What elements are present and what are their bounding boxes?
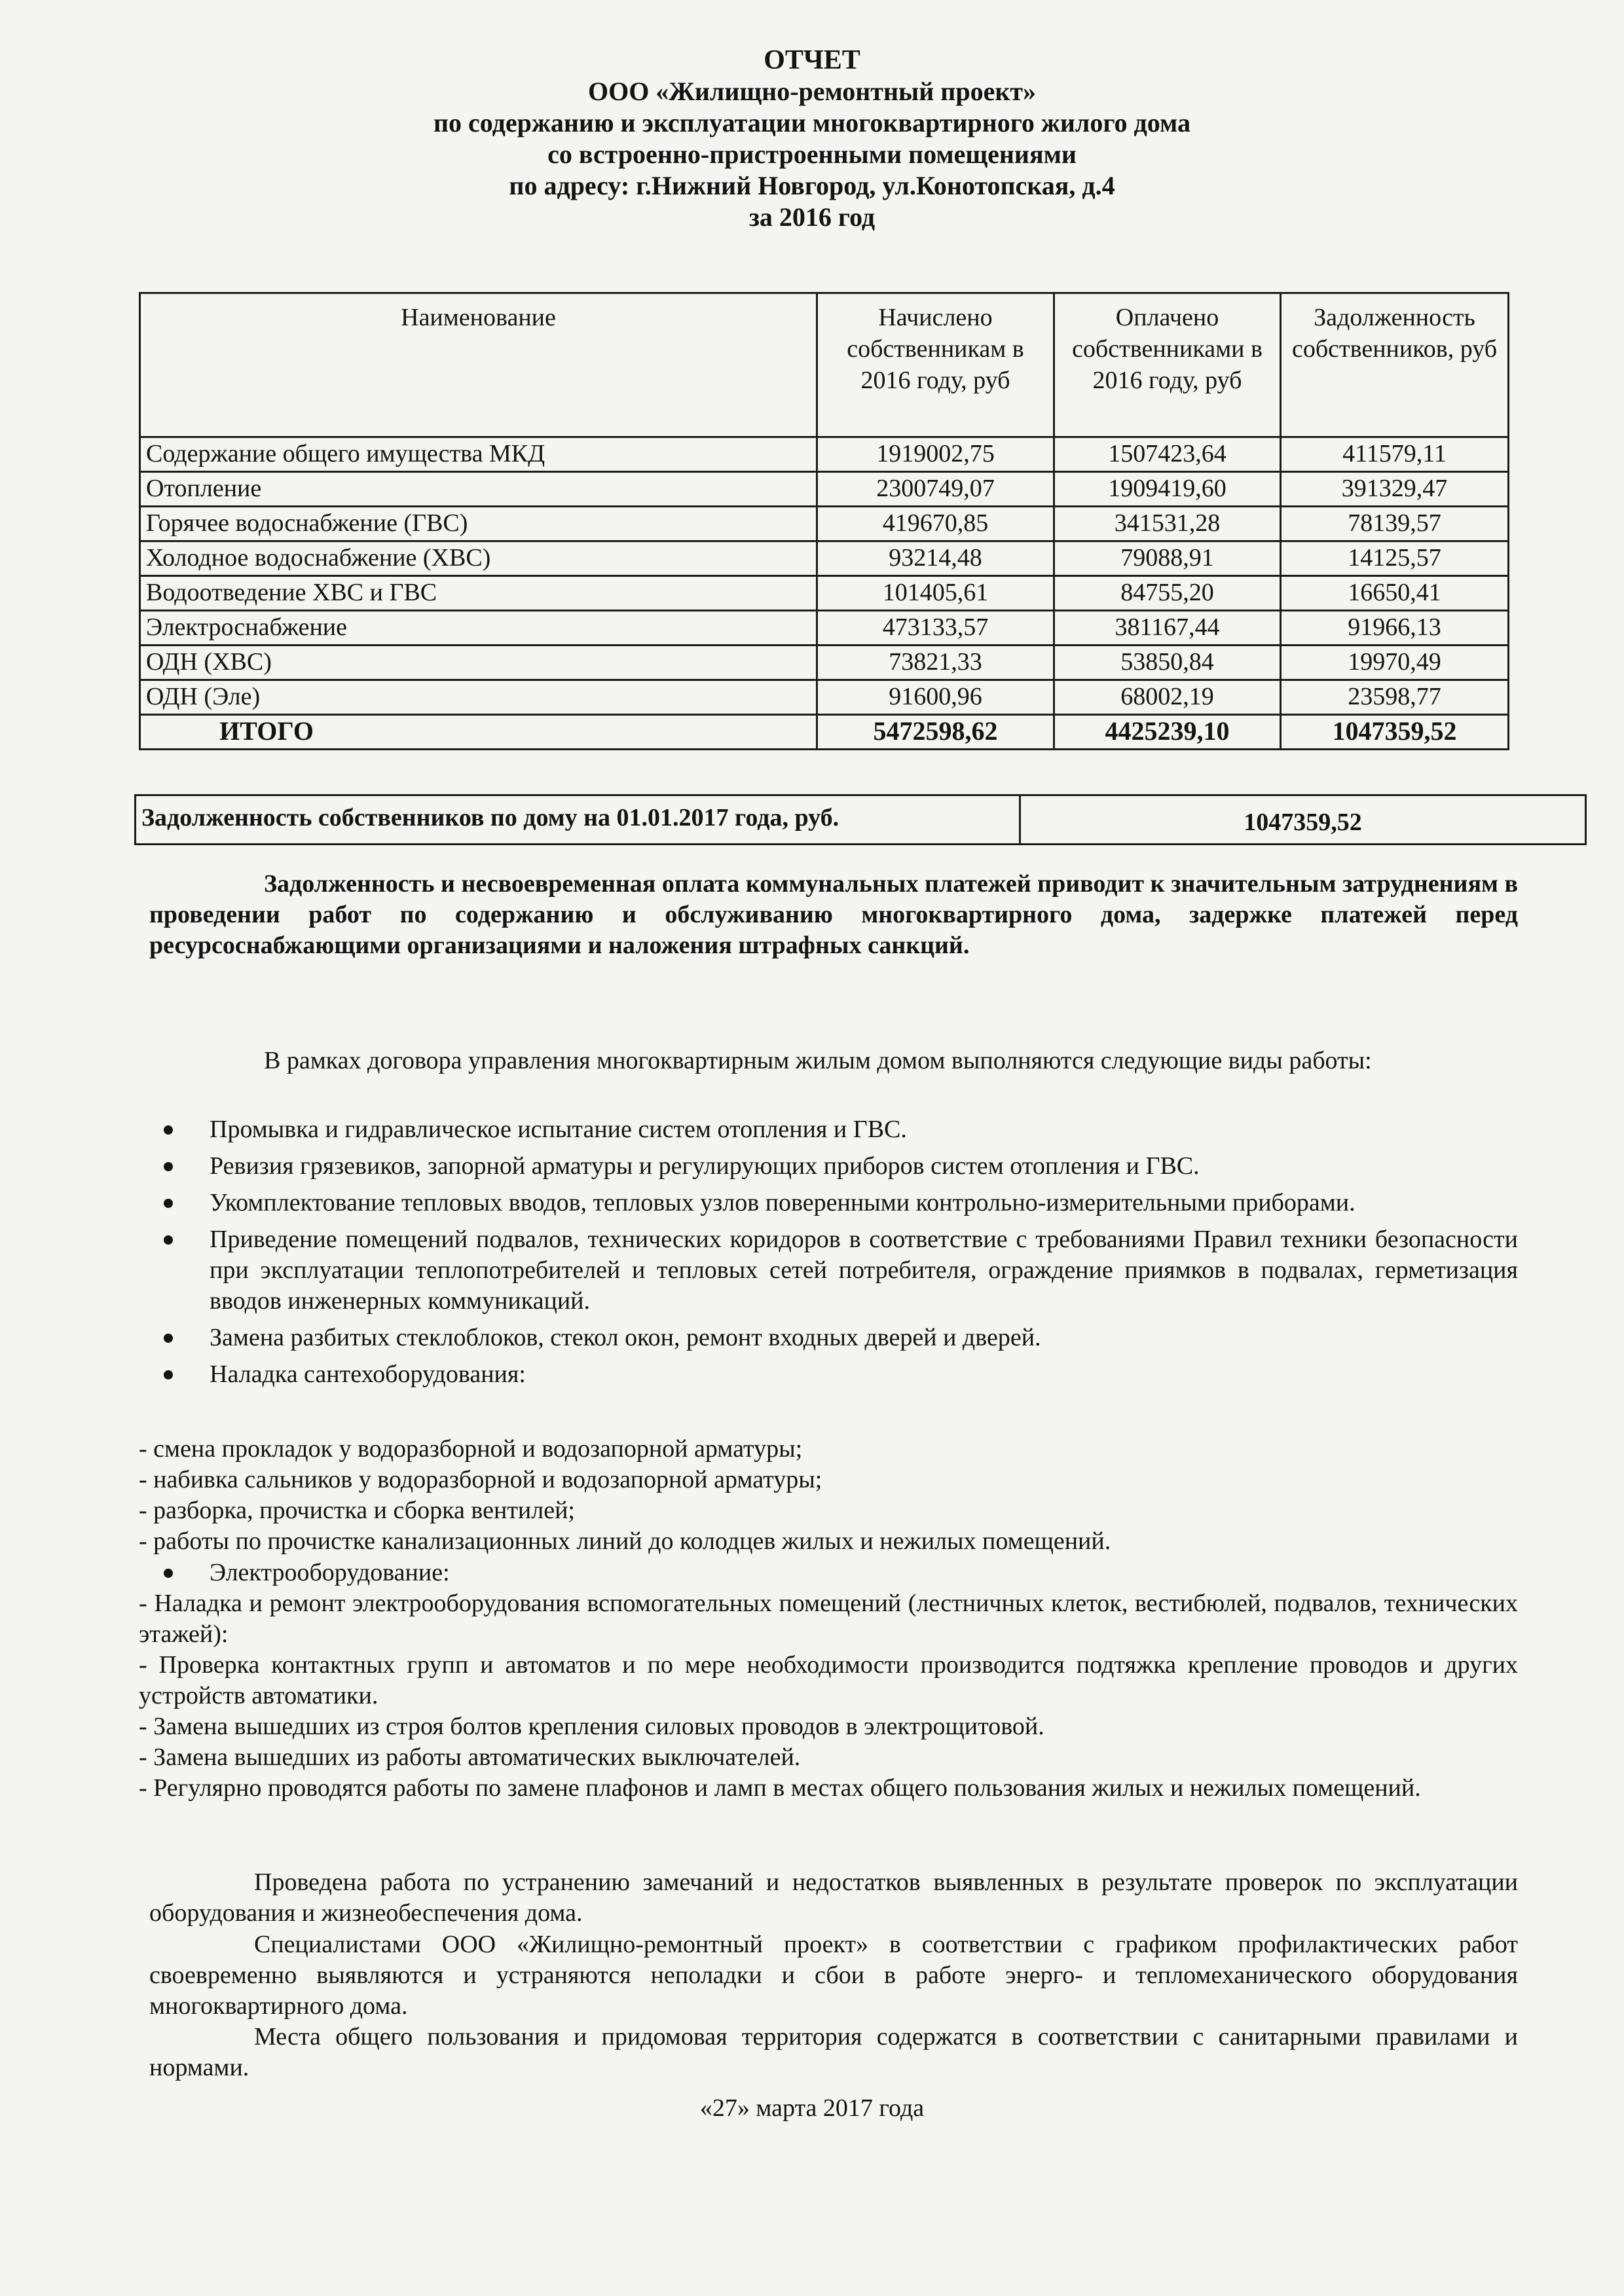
report-title: ОТЧЕТ [764,45,860,75]
row-debt: 391329,47 [1281,472,1509,507]
list-item: - Регулярно проводятся работы по замене плафонов и ламп в местах общего пользования жилых и нежилых помещений. [139,1774,1421,1802]
bullet-icon [164,1199,173,1208]
table-total-row [140,715,1509,750]
row-paid: 84755,20 [1054,576,1281,611]
list-item: - Проверка контактных групп и автоматов и по мере необходимости производится подтяжка крепление проводов и других устройств автоматики. [139,1651,1518,1709]
list-item: - Замена вышедших из работы автоматических выключателей. [139,1743,801,1771]
works-intro: В рамках договора управления многоквартирным жилым домом выполняются следующие виды работы: [264,1047,1372,1074]
table-row [140,680,1509,715]
report-header [0,45,1624,233]
row-name: Электроснабжение [140,611,817,646]
row-charged: 1919002,75 [817,437,1054,472]
list-item: - набивка сальников у водоразборной и водозапорной арматуры; [139,1466,822,1493]
row-charged: 91600,96 [817,680,1054,715]
list-item: - Наладка и ремонт электрооборудования вспомогательных помещений (лестничных клеток, вестибюлей, подвалов, технических этажей): [139,1590,1518,1648]
row-paid: 1909419,60 [1054,472,1281,507]
list-item: - работы по прочистке канализационных линий до колодцев жилых и нежилых помещений. [139,1527,1111,1555]
row-charged: 93214,48 [817,541,1054,576]
row-debt: 14125,57 [1281,541,1509,576]
electro-list [139,1588,1518,1804]
row-paid: 1507423,64 [1054,437,1281,472]
table-header-row [140,293,1509,437]
organization-name: ООО «Жилищно-ремонтный проект» [587,77,1037,106]
bullet-icon [164,1162,173,1171]
row-charged: 73821,33 [817,646,1054,680]
bullet-icon [164,1334,173,1343]
debt-summary-box [134,794,1587,845]
table-row [140,611,1509,646]
list-item: - смена прокладок у водоразборной и водозапорной арматуры; [139,1435,803,1463]
row-paid: 381167,44 [1054,611,1281,646]
table-row [140,646,1509,680]
row-name: Отопление [140,472,817,507]
report-period: за 2016 год [748,202,876,232]
table-row [140,541,1509,576]
row-debt: 19970,49 [1281,646,1509,680]
row-charged: 2300749,07 [817,472,1054,507]
row-debt: 411579,11 [1281,437,1509,472]
bullet-icon [164,1125,173,1135]
row-name: Холодное водоснабжение (ХВС) [140,541,817,576]
row-paid: 68002,19 [1054,680,1281,715]
debt-warning-paragraph: Задолженность и несвоевременная оплата коммунальных платежей приводит к значительным затруднениям в проведении работ по содержанию и обслуживанию многоквартирного дома, задержке платежей перед ресурсоснабжающими организациями и наложения штрафных санкций. [149,870,1518,959]
list-item [149,1359,1518,1390]
row-debt: 16650,41 [1281,576,1509,611]
row-debt: 23598,77 [1281,680,1509,715]
list-item [149,1151,1518,1182]
list-item [149,1224,1518,1317]
table-row [140,576,1509,611]
list-item [149,1322,1518,1353]
list-item-text: Замена разбитых стеклоблоков, стекол окон, ремонт входных дверей и дверей. [210,1324,1041,1351]
row-debt: 78139,57 [1281,507,1509,541]
list-item: - разборка, прочистка и сборка вентилей; [139,1497,575,1524]
list-item-text: Ревизия грязевиков, запорной арматуры и регулирующих приборов систем отопления и ГВС. [210,1152,1200,1180]
col-header-name: Наименование [140,293,817,437]
col-header-paid: Оплачено собственниками в 2016 году, руб [1054,293,1281,437]
row-paid: 79088,91 [1054,541,1281,576]
debt-summary-value: 1047359,52 [1244,809,1362,836]
row-name: Содержание общего имущества МКД [140,437,817,472]
total-label: ИТОГО [140,715,817,750]
total-charged: 5472598,62 [817,715,1054,750]
table-row [140,437,1509,472]
report-subject: по содержанию и эксплуатации многоквартирного жилого дома [434,108,1190,137]
closing-paragraph: Специалистами ООО «Жилищно-ремонтный проект» в соответствии с графиком профилактических работ своевременно выявляются и устраняются неполадки и сбои в работе энерго- и тепломеханического оборудования многоквартирного дома. [149,1931,1518,2020]
report-address: по адресу: г.Нижний Новгород, ул.Конотопская, д.4 [509,171,1115,200]
row-charged: 473133,57 [817,611,1054,646]
row-name: ОДН (ХВС) [140,646,817,680]
list-item: - Замена вышедших из строя болтов крепления силовых проводов в электрощитовой. [139,1713,1044,1740]
bullet-icon [164,1370,173,1379]
list-item [149,1558,1518,1588]
works-list [149,1114,1518,1396]
list-item [149,1114,1518,1145]
total-paid: 4425239,10 [1054,715,1281,750]
bullet-icon [164,1569,173,1578]
payments-table [139,292,1509,750]
list-item-text: Промывка и гидравлическое испытание систем отопления и ГВС. [210,1116,907,1143]
row-charged: 101405,61 [817,576,1054,611]
col-header-debt: Задолженность собственников, руб [1281,293,1509,437]
col-header-charged: Начислено собственникам в 2016 году, руб [817,293,1054,437]
plumbing-list [139,1434,1518,1557]
row-name: ОДН (Эле) [140,680,817,715]
bullet-icon [164,1235,173,1245]
row-name: Горячее водоснабжение (ГВС) [140,507,817,541]
electro-title: Электрооборудование: [210,1559,450,1586]
table-row [140,507,1509,541]
debt-summary-label: Задолженность собственников по дому на 01.01.2017 года, руб. [136,796,1021,843]
list-item-text: Приведение помещений подвалов, технических коридоров в соответствие с требованиями Правил техники безопасности при эксплуатации теплопотребителей и тепловых сетей потребителя, ограждение приямков в подвалах, герметизация вводов инженерных коммуникаций. [210,1226,1518,1315]
row-charged: 419670,85 [817,507,1054,541]
report-date: «27» марта 2017 года [699,2094,925,2122]
total-debt: 1047359,52 [1281,715,1509,750]
row-name: Водоотведение ХВС и ГВС [140,576,817,611]
list-item-text: Наладка сантехоборудования: [210,1360,526,1388]
list-item [149,1188,1518,1218]
list-item-text: Укомплектование тепловых вводов, тепловых узлов поверенными контрольно-измерительными приборами. [210,1189,1356,1216]
row-paid: 341531,28 [1054,507,1281,541]
row-debt: 91966,13 [1281,611,1509,646]
row-paid: 53850,84 [1054,646,1281,680]
closing-paragraph: Проведена работа по устранению замечаний и недостатков выявленных в результате проверок по эксплуатации оборудования и жизнеобеспечения дома. [149,1868,1518,1927]
report-subject-2: со встроенно-пристроенными помещениями [547,139,1077,169]
table-row [140,472,1509,507]
closing-paragraph: Места общего пользования и придомовая территория содержатся в соответствии с санитарными правилами и нормами. [149,2023,1518,2081]
